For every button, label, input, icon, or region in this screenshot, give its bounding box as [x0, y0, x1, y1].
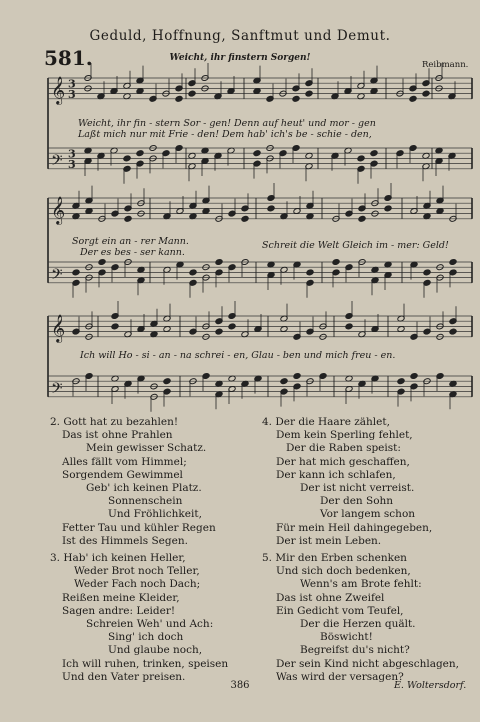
stanza-line: Fetter Tau und kühler Regen: [62, 521, 216, 534]
bass-clef-icon: 𝄢: [51, 265, 63, 287]
stanza-line: Mein gewisser Schatz.: [86, 442, 207, 455]
stanza-line: Begreifst du's nicht?: [300, 644, 410, 657]
stanza-line: Sonnenschein: [108, 495, 183, 508]
time-signature: 3: [68, 157, 76, 171]
note-head: [267, 205, 275, 212]
note-head: [358, 215, 366, 222]
note-head: [175, 95, 183, 102]
stanza-number: 4.: [262, 416, 273, 428]
stanza-line: Der kann ich schlafen,: [276, 468, 396, 481]
stanza-line: 5. Mir den Erben schenken: [262, 552, 407, 564]
stanza-line: Dem kein Sperling fehlet,: [276, 429, 413, 442]
tune-name: Weicht, ihr finstern Sorgen!: [169, 53, 311, 63]
stanza-line: Und den Vater preisen.: [62, 670, 186, 683]
lyric-line: Schreit die Welt Gleich im - mer: Geld!: [262, 240, 449, 251]
stanza-line: Das ist ohne Prahlen: [62, 429, 173, 442]
stanza-line: Sing' ich doch: [108, 631, 184, 644]
note-head: [306, 269, 314, 276]
stanza-line: Weder Fach noch Dach;: [74, 578, 201, 591]
note-head: [228, 323, 236, 330]
stanza-line: Alles fällt vom Himmel;: [62, 455, 187, 468]
stanza-2: [50, 416, 216, 548]
hymn-number: 581.: [44, 46, 93, 70]
note-head: [292, 95, 300, 102]
stanza-line: Sagen andre: Leider!: [62, 604, 176, 617]
stanza-line: Geb' ich keinen Platz.: [86, 482, 202, 495]
stanza-number: 3.: [50, 552, 61, 564]
note-head: [72, 269, 80, 276]
stanza-line: Der die Raben speist:: [286, 442, 401, 455]
stanza-line: Der ist nicht verreist.: [300, 482, 415, 495]
note-head: [188, 90, 196, 97]
note-head: [409, 95, 417, 102]
stanza-3: [50, 552, 228, 684]
stanza-line: Der sein Kind nicht abgeschlagen,: [276, 657, 459, 670]
lyric-line: Der es bes - ser kann.: [80, 247, 185, 258]
note-head: [123, 155, 131, 162]
stanza-line: Sorgendem Gewimmel: [62, 468, 183, 481]
note-head: [136, 150, 144, 157]
treble-clef-icon: 𝄞: [51, 313, 66, 342]
stanza-line: Ich will ruhen, trinken, speisen: [62, 657, 229, 670]
stanza-line: Was wird der versagen?: [276, 670, 404, 683]
lyric-line: Laßt mich nur mit Frie - den! Dem hab' ich's be - schie - den,: [78, 129, 372, 140]
treble-clef-icon: 𝄞: [51, 75, 66, 104]
stanza-line: Und Fröhlichkeit,: [108, 508, 202, 521]
note-head: [305, 90, 313, 97]
stanza-line: Böswicht!: [320, 631, 373, 644]
stanza-5: [262, 552, 459, 684]
time-signature: 3: [68, 87, 76, 101]
note-head: [111, 323, 119, 330]
note-head: [423, 269, 431, 276]
note-head: [253, 150, 261, 157]
note-head: [410, 373, 418, 380]
note-head: [449, 328, 457, 335]
note-head: [163, 378, 171, 385]
note-head: [449, 259, 457, 266]
note-head: [189, 269, 197, 276]
stanza-line: Der den Sohn: [320, 495, 394, 508]
stanza-line: 4. Der die Haare zählet,: [262, 416, 390, 428]
note-head: [345, 323, 353, 330]
stanza-line: 3. Hab' ich keinen Heller,: [50, 552, 186, 564]
stanza-number: 5.: [262, 552, 273, 564]
stanza-line: Ist des Himmels Segen.: [62, 534, 188, 547]
composer-name: Reibmann.: [422, 60, 469, 70]
note-head: [293, 373, 301, 380]
section-heading: Geduld, Hoffnung, Sanftmut und Demut.: [89, 28, 391, 44]
stanza-line: Der ist mein Leben.: [276, 534, 382, 547]
stanza-line: Reißen meine Kleider,: [62, 591, 180, 604]
note-head: [241, 215, 249, 222]
author-name: E. Woltersdorf.: [394, 680, 467, 691]
note-head: [370, 150, 378, 157]
time-signature: 3: [68, 77, 76, 91]
lyric-line: Weicht, ihr fin - stern Sor - gen! Denn auf heut' und mor - gen: [78, 118, 376, 129]
stanza-4: [262, 416, 432, 548]
note-head: [215, 328, 223, 335]
lyric-line: Ich will Ho - si - an - na schrei - en, Glau - ben und mich freu - en.: [80, 350, 396, 361]
stanza-line: Wenn's am Brote fehlt:: [300, 578, 422, 591]
bass-clef-icon: 𝄢: [51, 379, 63, 401]
stanza-line: Und glaube noch,: [108, 644, 203, 657]
note-head: [98, 259, 106, 266]
note-head: [397, 378, 405, 385]
note-head: [332, 259, 340, 266]
stanza-line: Ein Gedicht vom Teufel,: [276, 604, 404, 617]
stanza-number: 2.: [50, 416, 61, 428]
page-number: 386: [230, 680, 250, 691]
note-head: [215, 259, 223, 266]
stanza-line: Für mein Heil dahingegeben,: [276, 521, 433, 534]
lyric-line: Sorgt ein an - rer Mann.: [72, 236, 189, 247]
stanza-line: Vor langem schon: [320, 508, 416, 521]
stanza-line: Der die Herzen quält.: [300, 618, 416, 631]
bass-clef-icon: 𝄢: [51, 151, 63, 173]
stanza-line: Und sich doch bedenken,: [276, 565, 411, 578]
note-head: [422, 90, 430, 97]
treble-clef-icon: 𝄞: [51, 195, 66, 224]
note-head: [280, 378, 288, 385]
stanza-line: Der hat mich geschaffen,: [276, 455, 410, 468]
time-signature: 3: [68, 147, 76, 161]
stanza-line: Weder Brot noch Teller,: [74, 565, 200, 578]
stanza-line: 2. Gott hat zu bezahlen!: [50, 416, 179, 428]
stanza-line: Schreien Weh' und Ach:: [86, 618, 214, 631]
note-head: [124, 215, 132, 222]
stanza-line: Das ist ohne Zweifel: [276, 591, 385, 604]
note-head: [357, 155, 365, 162]
note-head: [384, 205, 392, 212]
